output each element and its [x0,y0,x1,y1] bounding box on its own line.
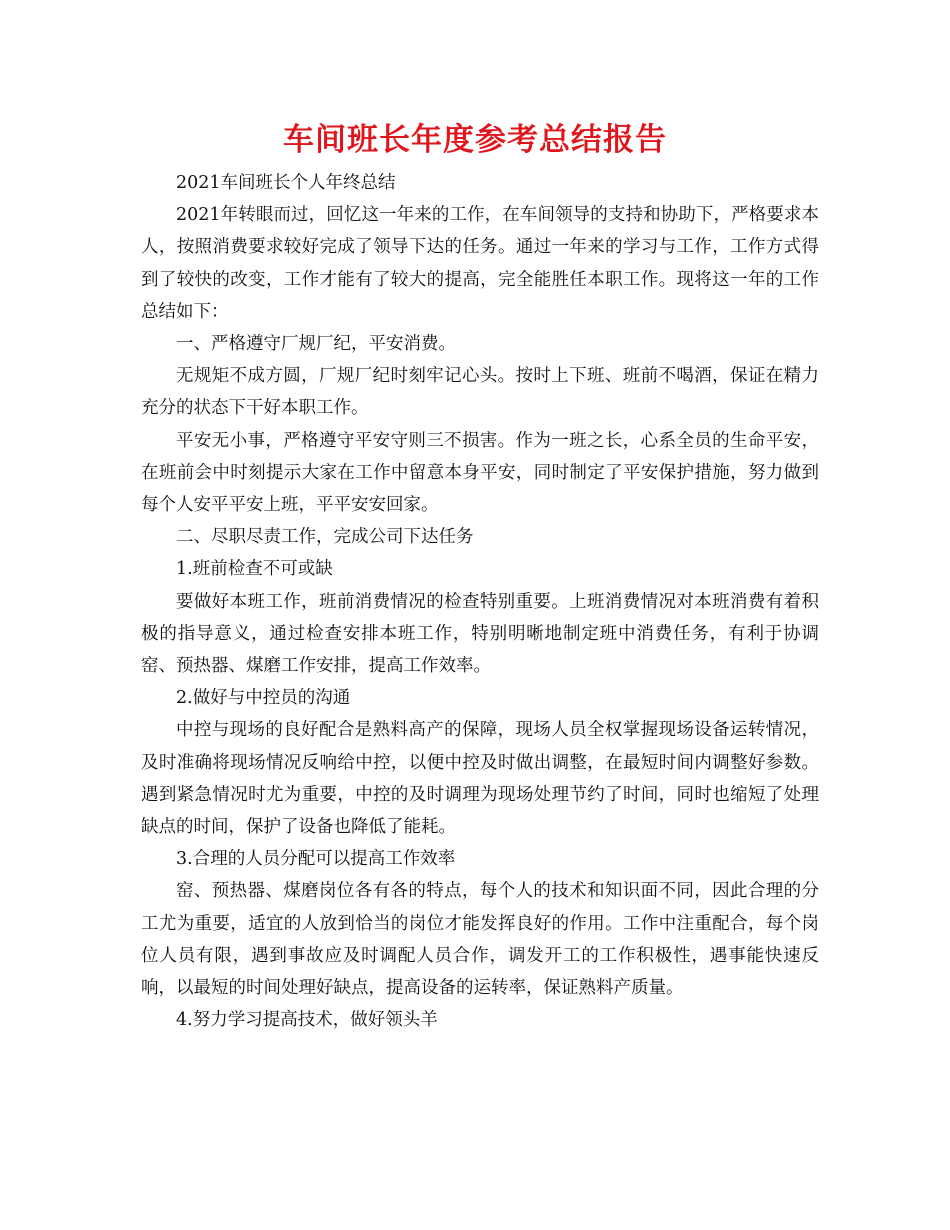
document-title: 车间班长年度参考总结报告 [283,122,667,158]
paragraph: 要做好本班工作，班前消费情况的检查特别重要。上班消费情况对本班消费有着积极的指导意义，通过检查安排本班工作，特别明晰地制定班中消费任务，有利于协调窑、预热器、煤磨工作安排，提高工作效率。 [141,591,819,677]
paragraph: 2021车间班长个人年终总结 [176,173,396,193]
section-heading: 二、尽职尽责工作，完成公司下达任务 [176,527,474,548]
subsection-heading: 4.努力学习提高技术，做好领头羊 [176,1010,438,1031]
subsection-heading: 1.班前检查不可或缺 [176,559,333,580]
section-heading: 一、严格遵守厂规厂纪，平安消费。 [176,334,456,355]
document-body [141,167,819,1036]
paragraph: 无规矩不成方圆，厂规厂纪时刻牢记心头。按时上下班、班前不喝酒，保证在精力充分的状态下干好本职工作。 [141,366,819,419]
subsection-heading: 3.合理的人员分配可以提高工作效率 [176,849,456,870]
paragraph: 2021年转眼而过，回忆这一年来的工作，在车间领导的支持和协助下，严格要求本人，按照消费要求较好完成了领导下达的任务。通过一年来的学习与工作，工作方式得到了较快的改变，工作才能有了较大的提高，完全能胜任本职工作。现将这一年的工作总结如下： [141,205,819,322]
paragraph: 窑、预热器、煤磨岗位各有各的特点，每个人的技术和知识面不同，因此合理的分工尤为重要，适宜的人放到恰当的岗位才能发挥良好的作用。工作中注重配合，每个岗位人员有限，遇到事故应及时调配人员合作，调发开工的工作积极性，遇事能快速反响，以最短的时间处理好缺点，提高设备的运转率，保证熟料产质量。 [141,881,819,999]
subsection-heading: 2.做好与中控员的沟通 [176,688,351,709]
paragraph: 平安无小事，严格遵守平安守则三不损害。作为一班之长，心系全员的生命平安，在班前会中时刻提示大家在工作中留意本身平安，同时制定了平安保护措施，努力做到每个人安平平安上班，平平安安回家。 [141,430,819,516]
paragraph: 中控与现场的良好配合是熟料高产的保障，现场人员全权掌握现场设备运转情况，及时准确将现场情况反响给中控，以便中控及时做出调整，在最短时间内调整好参数。遇到紧急情况时尤为重要，中控的及时调理为现场处理节约了时间，同时也缩短了处理缺点的时间，保护了设备也降低了能耗。 [141,720,819,838]
